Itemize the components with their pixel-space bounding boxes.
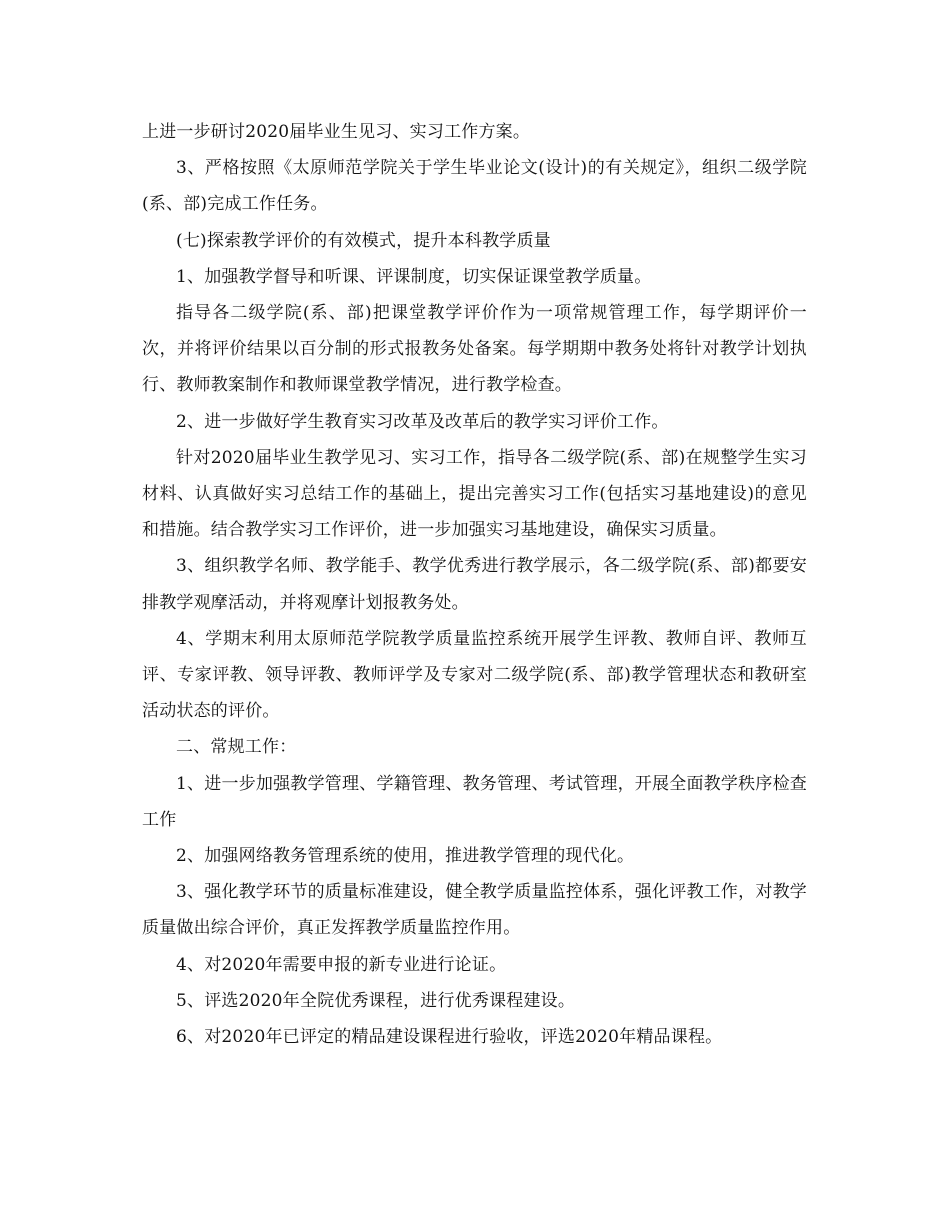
paragraph-routine-2: 2、加强网络教务管理系统的使用，推进教学管理的现代化。 — [176, 846, 635, 867]
paragraph-routine-1: 1、进一步加强教学管理、学籍管理、教务管理、考试管理，开展全面教学秩序检查工作 — [142, 773, 807, 830]
paragraph-routine-3: 3、强化教学环节的质量标准建设，健全教学质量监控体系，强化评教工作，对教学质量做出综合评价，真正发挥教学质量监控作用。 — [142, 882, 807, 939]
paragraph-item-2-internship-reform: 2、进一步做好学生教育实习改革及改革后的教学实习评价工作。 — [176, 411, 669, 432]
paragraph-item-3-showcase: 3、组织教学名师、教学能手、教学优秀进行教学展示，各二级学院(系、部)都要安排教学观摩活动，并将观摩计划报教务处。 — [142, 556, 807, 613]
paragraph-item-3-thesis: 3、严格按照《太原师范学院关于学生毕业论文(设计)的有关规定》，组织二级学院(系、部)完成工作任务。 — [142, 158, 807, 215]
paragraph-routine-4: 4、对2020年需要申报的新专业进行论证。 — [176, 954, 507, 975]
paragraph-routine-6: 6、对2020年已评定的精品建设课程进行验收，评选2020年精品课程。 — [176, 1027, 723, 1048]
paragraph-internship-work: 针对2020届毕业生教学见习、实习工作，指导各二级学院(系、部)在规整学生实习材料、认真做好实习总结工作的基础上，提出完善实习工作(包括实习基地建设)的意见和措施。结合教学实习工作评价，进一步加强实习基地建设，确保实习质量。 — [142, 447, 807, 541]
paragraph-continuation: 上进一步研讨2020届毕业生见习、实习工作方案。 — [142, 122, 531, 142]
document-body — [142, 114, 807, 1055]
section-heading-7: (七)探索教学评价的有效模式，提升本科教学质量 — [176, 230, 551, 251]
paragraph-guidance-evaluation: 指导各二级学院(系、部)把课堂教学评价作为一项常规管理工作，每学期评价一次，并将评价结果以百分制的形式报教务处备案。每学期期中教务处将针对教学计划执行、教师教案制作和教师课堂教学情况，进行教学检查。 — [142, 303, 807, 396]
section-heading-routine: 二、常规工作： — [176, 737, 297, 758]
paragraph-item-1-supervision: 1、加强教学督导和听课、评课制度，切实保证课堂教学质量。 — [176, 266, 652, 287]
paragraph-item-4-monitoring: 4、学期末利用太原师范学院教学质量监控系统开展学生评教、教师自评、教师互评、专家评教、领导评教、教师评学及专家对二级学院(系、部)教学管理状态和教研室活动状态的评价。 — [142, 628, 807, 722]
paragraph-routine-5: 5、评选2020年全院优秀课程，进行优秀课程建设。 — [176, 990, 576, 1011]
